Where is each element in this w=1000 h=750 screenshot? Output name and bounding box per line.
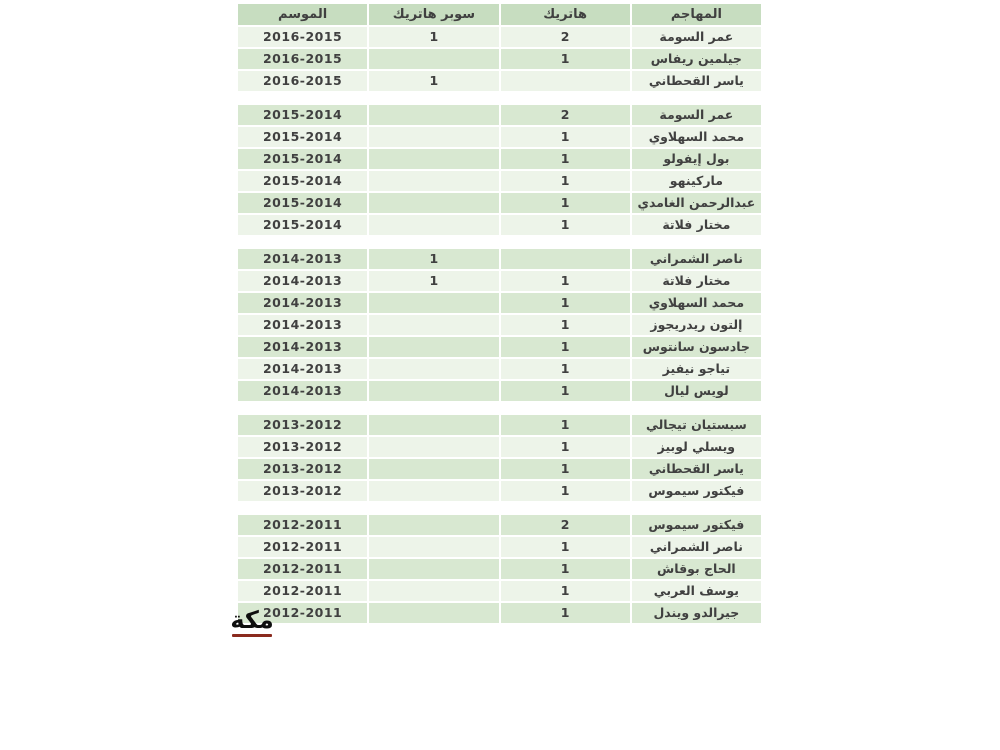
cell-striker: جادسون سانتوس: [632, 337, 761, 357]
cell-season: 2014-2013: [238, 337, 367, 357]
cell-super-hattrick: [369, 105, 498, 125]
cell-season: 2015-2014: [238, 149, 367, 169]
cell-season: 2014-2013: [238, 359, 367, 379]
cell-hattrick: 1: [501, 559, 630, 579]
cell-super-hattrick: [369, 559, 498, 579]
cell-hattrick: 2: [501, 27, 630, 47]
table-row: [238, 359, 761, 379]
cell-striker: جيرالدو ويندل: [632, 603, 761, 623]
cell-super-hattrick: [369, 581, 498, 601]
table-row: [238, 315, 761, 335]
cell-striker: جيلمين ريفاس: [632, 49, 761, 69]
cell-season: 2016-2015: [238, 71, 367, 91]
cell-hattrick: 1: [501, 381, 630, 401]
cell-hattrick: 1: [501, 537, 630, 557]
cell-striker: مختار فلاتة: [632, 215, 761, 235]
cell-super-hattrick: [369, 515, 498, 535]
cell-season: 2013-2012: [238, 459, 367, 479]
table-row: [238, 249, 761, 269]
table-row: [238, 581, 761, 601]
cell-super-hattrick: [369, 193, 498, 213]
cell-season: 2015-2014: [238, 127, 367, 147]
cell-hattrick: 1: [501, 337, 630, 357]
cell-season: 2012-2011: [238, 603, 367, 623]
cell-season: 2014-2013: [238, 249, 367, 269]
cell-super-hattrick: [369, 459, 498, 479]
cell-striker: فيكتور سيموس: [632, 481, 761, 501]
cell-hattrick: 1: [501, 127, 630, 147]
cell-hattrick: 1: [501, 359, 630, 379]
cell-hattrick: 1: [501, 481, 630, 501]
cell-season: 2015-2014: [238, 105, 367, 125]
cell-season: 2016-2015: [238, 27, 367, 47]
column-header-striker: المهاجم: [632, 4, 761, 25]
cell-season: 2015-2014: [238, 215, 367, 235]
cell-striker: محمد السهلاوي: [632, 127, 761, 147]
cell-super-hattrick: [369, 415, 498, 435]
table-row: [238, 415, 761, 435]
cell-hattrick: 2: [501, 515, 630, 535]
cell-striker: لويس ليال: [632, 381, 761, 401]
cell-hattrick: 1: [501, 193, 630, 213]
cell-season: 2013-2012: [238, 437, 367, 457]
table-row: [238, 171, 761, 191]
table-row: [238, 537, 761, 557]
table-row: [238, 127, 761, 147]
hattrick-stats-table: [238, 4, 761, 623]
cell-striker: مختار فلاتة: [632, 271, 761, 291]
cell-super-hattrick: 1: [369, 71, 498, 91]
season-section: [238, 415, 761, 501]
table-row: [238, 381, 761, 401]
cell-season: 2013-2012: [238, 481, 367, 501]
makkah-logo-underline: [232, 634, 272, 637]
cell-season: 2014-2013: [238, 271, 367, 291]
cell-super-hattrick: [369, 359, 498, 379]
cell-super-hattrick: [369, 481, 498, 501]
season-section: [238, 105, 761, 235]
cell-super-hattrick: [369, 215, 498, 235]
cell-super-hattrick: [369, 171, 498, 191]
column-header-super-hattrick: سوبر هاتريك: [369, 4, 498, 25]
cell-super-hattrick: [369, 127, 498, 147]
cell-super-hattrick: [369, 337, 498, 357]
cell-season: 2012-2011: [238, 581, 367, 601]
cell-season: 2012-2011: [238, 515, 367, 535]
cell-hattrick: 1: [501, 49, 630, 69]
cell-hattrick: [501, 71, 630, 91]
cell-hattrick: 1: [501, 149, 630, 169]
table-row: [238, 437, 761, 457]
cell-super-hattrick: [369, 537, 498, 557]
cell-striker: الحاج بوقاش: [632, 559, 761, 579]
table-row: [238, 193, 761, 213]
cell-season: 2016-2015: [238, 49, 367, 69]
table-row: [238, 459, 761, 479]
cell-hattrick: 1: [501, 581, 630, 601]
cell-striker: عمر السومة: [632, 105, 761, 125]
table-row: [238, 337, 761, 357]
cell-super-hattrick: [369, 149, 498, 169]
cell-hattrick: [501, 249, 630, 269]
cell-super-hattrick: [369, 315, 498, 335]
season-section: [238, 27, 761, 91]
cell-season: 2012-2011: [238, 559, 367, 579]
cell-hattrick: 1: [501, 459, 630, 479]
cell-super-hattrick: 1: [369, 249, 498, 269]
cell-season: 2015-2014: [238, 171, 367, 191]
cell-striker: عمر السومة: [632, 27, 761, 47]
table-row: [238, 27, 761, 47]
cell-hattrick: 1: [501, 271, 630, 291]
cell-hattrick: 1: [501, 603, 630, 623]
cell-striker: ويسلي لوبيز: [632, 437, 761, 457]
cell-super-hattrick: [369, 603, 498, 623]
cell-striker: ياسر القحطاني: [632, 71, 761, 91]
cell-striker: تياجو نيفيز: [632, 359, 761, 379]
cell-hattrick: 1: [501, 293, 630, 313]
cell-super-hattrick: [369, 381, 498, 401]
cell-striker: ناصر الشمراني: [632, 537, 761, 557]
cell-super-hattrick: 1: [369, 27, 498, 47]
column-header-season: الموسم: [238, 4, 367, 25]
cell-hattrick: 1: [501, 315, 630, 335]
table-row: [238, 271, 761, 291]
table-row: [238, 515, 761, 535]
cell-striker: يوسف العربي: [632, 581, 761, 601]
table-row: [238, 215, 761, 235]
cell-hattrick: 1: [501, 171, 630, 191]
cell-season: 2013-2012: [238, 415, 367, 435]
table-row: [238, 105, 761, 125]
cell-hattrick: 1: [501, 215, 630, 235]
cell-striker: ماركينهو: [632, 171, 761, 191]
season-section: [238, 249, 761, 401]
table-row: [238, 149, 761, 169]
cell-hattrick: 2: [501, 105, 630, 125]
makkah-logo: [230, 607, 274, 637]
cell-season: 2012-2011: [238, 537, 367, 557]
cell-striker: فيكتور سيموس: [632, 515, 761, 535]
cell-striker: بول إيفولو: [632, 149, 761, 169]
table-header-row: [238, 4, 761, 25]
season-section: [238, 515, 761, 623]
cell-super-hattrick: [369, 293, 498, 313]
table-body: [238, 27, 761, 623]
cell-season: 2014-2013: [238, 381, 367, 401]
table-row: [238, 71, 761, 91]
column-header-hattrick: هاتريك: [501, 4, 630, 25]
table-row: [238, 559, 761, 579]
table-row: [238, 481, 761, 501]
table-row: [238, 49, 761, 69]
cell-striker: ياسر القحطاني: [632, 459, 761, 479]
cell-hattrick: 1: [501, 437, 630, 457]
cell-super-hattrick: [369, 437, 498, 457]
cell-striker: ناصر الشمراني: [632, 249, 761, 269]
cell-striker: سبستيان تيجالي: [632, 415, 761, 435]
cell-hattrick: 1: [501, 415, 630, 435]
cell-striker: عبدالرحمن الغامدي: [632, 193, 761, 213]
cell-striker: إلتون ريدريجوز: [632, 315, 761, 335]
cell-super-hattrick: [369, 49, 498, 69]
table-row: [238, 293, 761, 313]
cell-season: 2015-2014: [238, 193, 367, 213]
table-row: [238, 603, 761, 623]
cell-striker: محمد السهلاوي: [632, 293, 761, 313]
cell-season: 2014-2013: [238, 293, 367, 313]
cell-super-hattrick: 1: [369, 271, 498, 291]
makkah-logo-text: مكة: [230, 606, 274, 634]
cell-season: 2014-2013: [238, 315, 367, 335]
